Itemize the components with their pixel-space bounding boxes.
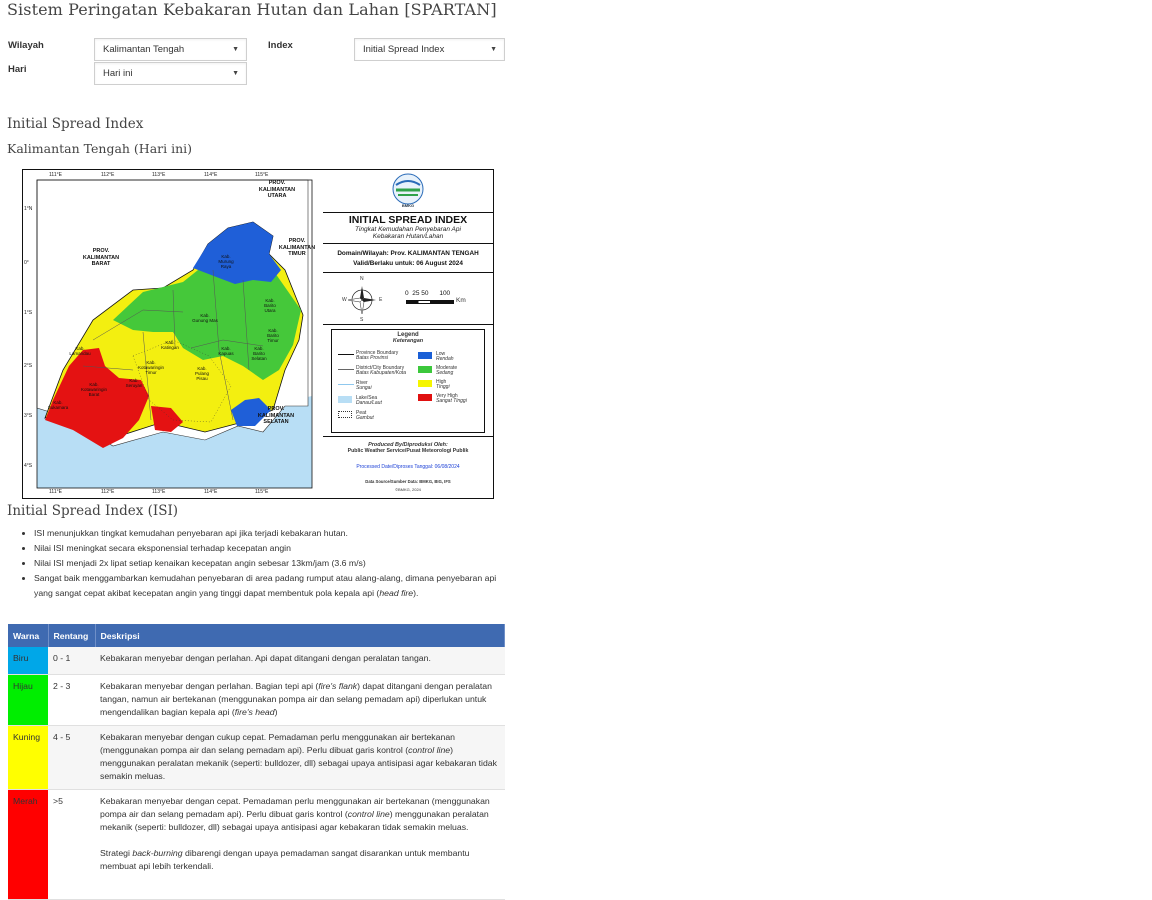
x-tick-top: 113°E [152,172,166,178]
desc-text: ) dapat ditangani dengan peralatan tangan, namun air bertekanan (menggunakan pompa air dan selang pemadam api) diperlukan untuk mengendalikan bagian kepala api ( [100,680,492,717]
region-label-gunung-mas: Kab. Gunung Mas [192,313,218,323]
x-tick-top: 112°E [101,172,115,178]
district-line-icon [338,369,354,370]
bullet-text-end: ). [413,588,419,598]
list-item: • ISI menunjukkan tingkat kemudahan penyebaran api jika terjadi kebakaran hutan. [34,526,498,541]
chevron-down-icon: ▼ [232,70,239,77]
desc-text: Strategi [100,847,133,858]
map-info-panel [323,170,493,497]
compass-rose-icon [345,281,379,319]
lake-swatch [338,396,352,403]
map-credits-box [323,437,493,497]
region-label-kapuas: Kab. Kapuas [218,346,234,356]
color-cell-yellow: Kuning [8,725,48,789]
desc-cell [95,725,505,789]
data-source: Data Source/Sumber Data: BMKG, BIG, IFS [365,479,451,484]
legend-river-l2: Sungai [356,385,372,391]
wilayah-select[interactable] [94,38,247,61]
legend-province-l1: Province Boundary [356,350,399,356]
very-high-swatch [418,394,432,401]
index-label: Index [268,40,293,51]
y-tick-left: 1°S [24,310,33,316]
bullet-text: Sangat baik menggambarkan kemudahan penyebaran di area padang rumput atau alang-alang, dimana penyebaran api yang sangat cepat akibat kecepatan angin yang tinggi dapat membentuk pola kepala api ( [34,573,497,598]
table-row [8,647,505,674]
region-label-bartim: Kab. Barito Timur [267,328,279,343]
hari-label: Hari [8,64,27,75]
region-label-lamandau: Kab. Lamandau [69,346,91,356]
map-legend-box [323,325,493,437]
scale-unit: Km [456,297,466,304]
map-scale-box [323,273,493,325]
table-row [8,789,505,899]
isi-map-image [22,169,494,499]
legend-subtitle: Keterangan [392,338,424,344]
region-label-pulang-pisau: Kab. Pulang Pisau [194,366,209,381]
desc-text: dibarengi dengan upaya pemadaman sangat disarankan untuk membantu membuat api lebih terkendali. [100,847,470,871]
section-title: Initial Spread Index [7,116,144,132]
high-swatch [418,380,432,387]
x-tick-bottom: 113°E [152,489,166,495]
river-line-icon [338,384,354,385]
page-title: Sistem Peringatan Kebakaran Hutan dan Lahan [SPARTAN] [7,0,497,19]
table-row [8,725,505,789]
legend-lake-l1: Lake/Sea [356,395,378,401]
desc-italic: fire's flank [318,680,358,691]
chevron-down-icon: ▼ [490,46,497,53]
scale-bar [406,300,454,304]
section-subtitle: Kalimantan Tengah (Hari ini) [7,141,193,156]
map-domain: Domain/Wilayah: Prov. KALIMANTAN TENGAH [337,250,479,257]
legend-low-l1: Low [436,351,446,357]
x-tick-top: 115°E [255,172,269,178]
compass-e: E [379,297,383,303]
region-label-kalbar: PROV. KALIMANTAN BARAT [82,248,120,267]
col-header-warna: Warna [8,624,48,647]
region-label-barito-utara: Kab. Barito Utara [264,298,276,313]
list-item: • Nilai ISI menjadi 2x lipat setiap kenaikan kecepatan angin sebesar 13km/jam (3.6 m/s) [34,556,498,571]
range-cell: 4 - 5 [48,725,95,789]
legend-moderate-l1: Moderate [436,365,458,371]
range-cell: 2 - 3 [48,674,95,725]
map-valid: Valid/Berlaku untuk: 06 August 2024 [353,260,463,267]
map-subtitle-2: Kebakaran Hutan/Lahan [372,233,444,240]
compass-s: S [360,317,364,323]
desc-text: Kebakaran menyebar dengan perlahan. Bagian tepi api ( [100,680,319,691]
list-item: • Nilai ISI meningkat secara eksponensial terhadap kecepatan angin [34,541,498,556]
table-row [8,674,505,725]
y-tick-left: 0° [24,260,29,266]
range-cell: 0 - 1 [48,647,95,674]
desc-text: Kebakaran menyebar dengan cukup cepat. Pemadaman perlu menggunakan air bertekanan (menggunakan pompa air dan selang pemadam api). Perlu dibuat garis kontrol ( [100,731,455,755]
region-label-barsel: Kab. Barito Selatan [251,346,267,361]
chevron-down-icon: ▼ [232,46,239,53]
scale-numbers: 0 25 50 100 [405,290,451,297]
wilayah-select-value: Kalimantan Tengah [103,44,185,55]
legend-high-l2: Tinggi [436,384,450,390]
y-tick-left: 2°S [24,363,33,369]
region-label-sukamara: Kab. Sukamara [47,400,69,410]
legend-district-l2: Batas Kabupaten/Kota [356,370,407,376]
x-tick-bottom: 114°E [204,489,218,495]
legend-high-l1: High [436,379,447,385]
desc-text: ) [274,706,278,717]
legend-peat-l2: Gambut [356,415,374,421]
hari-select[interactable] [94,62,247,85]
x-tick-bottom: 115°E [255,489,269,495]
desc-cell [95,674,505,725]
desc-italic: fire's head [234,706,275,717]
map-domain-box [323,244,493,273]
color-cell-red: Merah [8,789,48,899]
isi-heading: Initial Spread Index (ISI) [7,503,179,519]
col-header-rentang: Rentang [48,624,95,647]
legend-lake-l2: Danau/Laut [356,400,382,406]
bmkg-logo-icon [391,172,425,206]
desc-italic: control line [408,744,451,755]
map-subtitle-1: Tingkat Kemudahan Penyebaran Api [355,226,461,233]
desc-text: ) menggunakan peralatan mekanik (seperti: bulldozer, dll) sebagai upaya antisipasi agar kebakaran tidak semakin meluas. [100,744,497,781]
bmkg-logo-text: BMKG [401,203,415,208]
y-tick-left: 1°N [24,206,33,212]
region-label-kotim: Kab. Kotawaringin Timur [137,360,164,375]
col-header-deskripsi: Deskripsi [95,624,505,647]
y-tick-left: 4°S [24,463,33,469]
wilayah-label: Wilayah [8,40,44,51]
region-label-katingan: Kab. Katingan [161,340,179,350]
isi-category-table [8,624,505,900]
compass-w: W [342,297,347,303]
legend-district-l1: District/City Boundary [356,365,405,371]
x-tick-top: 111°E [49,172,62,178]
produced-by: Produced By/Diproduksi Oleh: [368,442,448,448]
compass-n: N [360,276,364,282]
desc-cell [95,789,505,899]
bullet-italic: head fire [379,588,414,598]
low-swatch [418,352,432,359]
copyright: ©BMKG, 2024 [395,487,421,492]
index-select-value: Initial Spread Index [363,44,445,55]
legend-province-l2: Batas Provinsi [356,355,388,361]
legend-frame [331,329,485,433]
hari-select-value: Hari ini [103,68,133,79]
legend-river-l1: River [356,380,368,386]
moderate-swatch [418,366,432,373]
map-title: INITIAL SPREAD INDEX [348,214,468,226]
legend-peat-l1: Peat [356,410,367,416]
produced-by-org: Public Weather Service/Pusat Meteorologi Publik [347,448,469,454]
region-label-kaltim: PROV. KALIMANTAN TIMUR [278,238,316,257]
y-tick-left: 3°S [24,413,33,419]
legend-low-l2: Rendah [436,356,454,362]
region-label-murung-raya: Kab. Murung Raya [218,254,234,269]
list-item [34,571,498,601]
processed-date: Processed Date/Diproses Tanggal: 06/08/2024 [356,464,460,470]
desc-text: Kebakaran menyebar dengan cepat. Pemadaman perlu menggunakan air bertekanan (menggunakan pompa air dan selang pemadam api). Perlu dibuat garis kontrol ( [100,795,490,819]
province-line-icon [338,354,354,355]
legend-veryhigh-l2: Sangat Tinggi [436,398,467,404]
index-select[interactable] [354,38,505,61]
desc-italic: back-burning [132,847,183,858]
bmkg-logo-box [323,170,493,213]
x-tick-top: 114°E [204,172,218,178]
region-label-kaltara: PROV. KALIMANTAN UTARA [258,180,296,199]
region-label-kobar: Kab. Kotawaringin Barat [80,382,107,397]
legend-veryhigh-l1: Very High [436,393,458,399]
range-cell: >5 [48,789,95,899]
legend-title: Legend [397,332,419,338]
map-area [23,170,322,497]
color-cell-green: Hijau [8,674,48,725]
legend-moderate-l2: Sedang [436,370,454,376]
isi-bullet-list [8,526,498,601]
desc-italic: control line [347,808,390,819]
region-label-seruyan: Kab. Seruyan [125,378,143,388]
map-title-box [323,213,493,244]
color-cell-blue: Biru [8,647,48,674]
desc-cell: Kebakaran menyebar dengan perlahan. Api dapat ditangani dengan peralatan tangan. [95,647,505,674]
x-tick-bottom: 111°E [49,489,62,495]
peat-swatch [338,411,352,418]
x-tick-bottom: 112°E [101,489,115,495]
desc-text: ) menggunakan peralatan mekanik (seperti: bulldozer, dll) sebagai upaya antisipasi agar kebakaran tidak semakin meluas. [100,808,489,832]
region-label-kalsel: PROV. KALIMANTAN SELATAN [257,406,295,425]
